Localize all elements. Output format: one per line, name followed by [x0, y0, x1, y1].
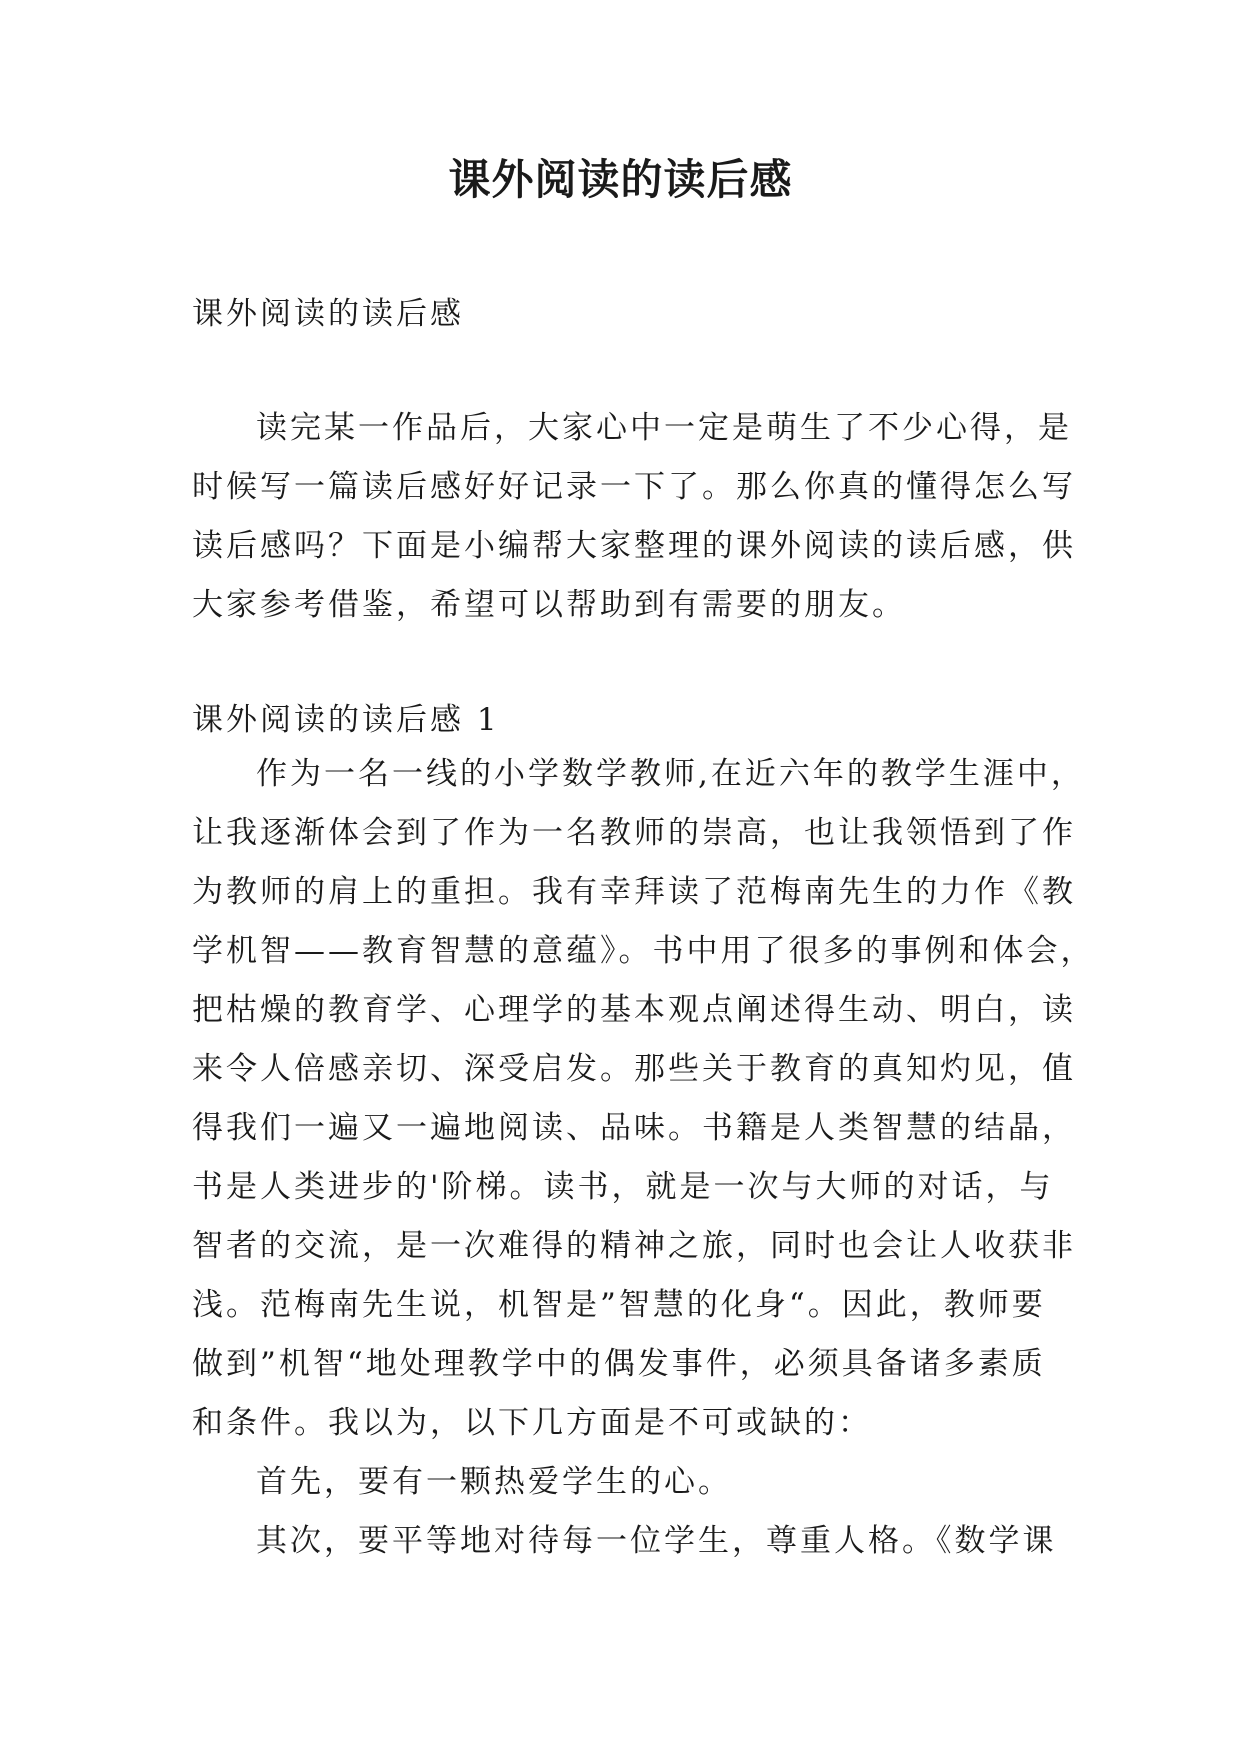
- body-line-2: 让我逐渐体会到了作为一名教师的崇高，也让我领悟到了作: [192, 815, 1076, 851]
- document-title: 课外阅读的读后感: [448, 155, 793, 204]
- body-line-4: 学机智——教育智慧的意蕴》。书中用了很多的事例和体会，: [192, 933, 1095, 969]
- point-second: 其次，要平等地对待每一位学生，尊重人格。《数学课: [256, 1523, 1057, 1559]
- section-heading: 课外阅读的读后感 1: [192, 702, 500, 738]
- document-subtitle: 课外阅读的读后感: [192, 296, 464, 332]
- body-line-7: 得我们一遍又一遍地阅读、品味。书籍是人类智慧的结晶，: [192, 1110, 1076, 1146]
- body-line-12: 和条件。我以为，以下几方面是不可或缺的：: [192, 1405, 872, 1441]
- intro-line-4: 大家参考借鉴，希望可以帮助到有需要的朋友。: [192, 587, 906, 623]
- intro-line-2: 时候写一篇读后感好好记录一下了。那么你真的懂得怎么写: [192, 469, 1076, 505]
- body-line-6: 来令人倍感亲切、深受启发。那些关于教育的真知灼见，值: [192, 1051, 1076, 1087]
- body-line-11: 做到”机智“地处理教学中的偶发事件，必须具备诸多素质: [192, 1346, 1046, 1382]
- body-line-3: 为教师的肩上的重担。我有幸拜读了范梅南先生的力作《教: [192, 874, 1076, 910]
- intro-line-3: 读后感吗？下面是小编帮大家整理的课外阅读的读后感，供: [192, 528, 1076, 564]
- body-line-10: 浅。范梅南先生说，机智是”智慧的化身“。因此，教师要: [192, 1287, 1046, 1323]
- body-line-1: 作为一名一线的小学数学教师,在近六年的教学生涯中，: [256, 756, 1085, 792]
- body-line-9: 智者的交流，是一次难得的精神之旅，同时也会让人收获非: [192, 1228, 1076, 1264]
- intro-line-1: 读完某一作品后，大家心中一定是萌生了不少心得，是: [256, 410, 1072, 446]
- body-line-8: 书是人类进步的'阶梯。读书，就是一次与大师的对话，与: [192, 1169, 1054, 1205]
- body-line-5: 把枯燥的教育学、心理学的基本观点阐述得生动、明白，读: [192, 992, 1076, 1028]
- point-first: 首先，要有一颗热爱学生的心。: [256, 1464, 732, 1500]
